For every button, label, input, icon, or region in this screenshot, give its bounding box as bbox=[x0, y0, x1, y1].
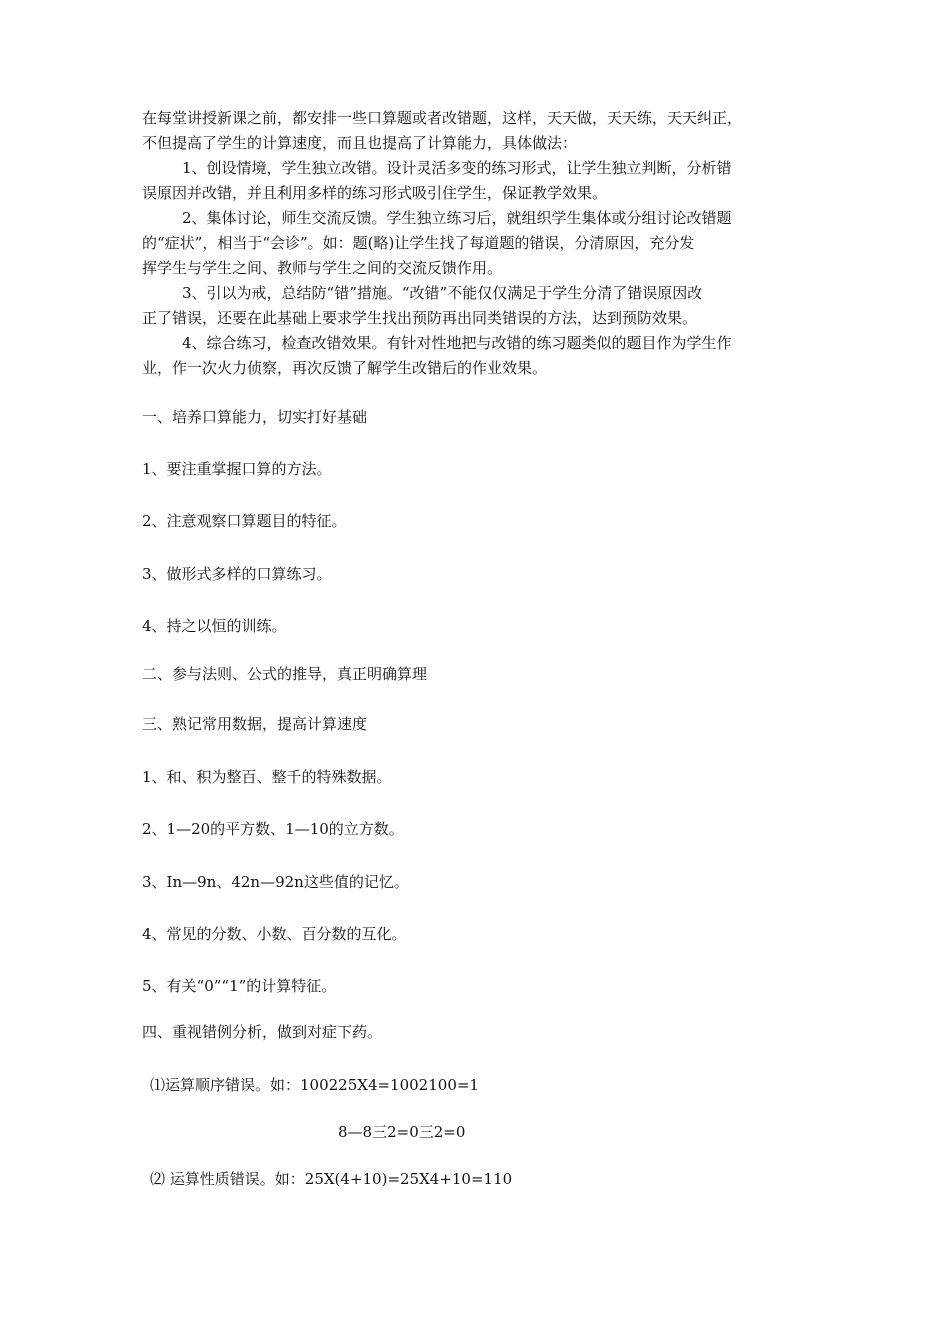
section-4-item-1: ⑴运算顺序错误。如：100225X4=1002100=1 bbox=[150, 1076, 479, 1094]
intro-line-1: 在每堂讲授新课之前，都安排一些口算题或者改错题，这样，天天做，天天练，天天纠正， bbox=[142, 109, 743, 127]
section-3-item-5: 5、有关“0”“1”的计算特征。 bbox=[142, 977, 337, 995]
method-3-line-2: 正了错误，还要在此基础上要求学生找出预防再出同类错误的方法，达到预防效果。 bbox=[142, 309, 698, 327]
method-4-line-2: 业，作一次火力侦察，再次反馈了解学生改错后的作业效果。 bbox=[142, 359, 548, 377]
method-3-line-1: 3、引以为戒，总结防“错”措施。“改错”不能仅仅满足于学生分清了错误原因改 bbox=[182, 284, 703, 302]
section-1-item-3: 3、做形式多样的口算练习。 bbox=[142, 565, 332, 583]
method-2-line-1: 2、集体讨论，师生交流反馈。学生独立练习后，就组织学生集体或分组讨论改错题 bbox=[182, 209, 732, 227]
method-2-line-2: 的“症状”，相当于“会诊”。如：题(略)让学生找了每道题的错误，分清原因，充分发 bbox=[142, 234, 695, 252]
section-3-heading: 三、熟记常用数据，提高计算速度 bbox=[142, 715, 368, 733]
section-4-equation: 8—8三2=0三2=0 bbox=[338, 1123, 466, 1141]
method-1-line-2: 误原因并改错，并且利用多样的练习形式吸引住学生，保证教学效果。 bbox=[142, 184, 608, 202]
method-4-line-1: 4、综合练习，检查改错效果。有针对性地把与改错的练习题类似的题目作为学生作 bbox=[182, 334, 732, 352]
section-3-item-2: 2、1—20的平方数、1—10的立方数。 bbox=[142, 820, 404, 838]
section-1-item-4: 4、持之以恒的训练。 bbox=[142, 617, 287, 635]
section-4-heading: 四、重视错例分析，做到对症下药。 bbox=[142, 1023, 383, 1041]
section-3-item-1: 1、和、积为整百、整千的特殊数据。 bbox=[142, 768, 392, 786]
section-3-item-4: 4、常见的分数、小数、百分数的互化。 bbox=[142, 925, 407, 943]
section-2-heading: 二、参与法则、公式的推导，真正明确算理 bbox=[142, 665, 428, 683]
method-2-line-3: 挥学生与学生之间、教师与学生之间的交流反馈作用。 bbox=[142, 259, 503, 277]
section-4-item-2: ⑵ 运算性质错误。如：25X(4+10)=25X4+10=110 bbox=[150, 1170, 513, 1188]
section-1-item-1: 1、要注重掌握口算的方法。 bbox=[142, 460, 332, 478]
section-1-heading: 一、培养口算能力，切实打好基础 bbox=[142, 408, 368, 426]
method-1-line-1: 1、创设情境，学生独立改错。设计灵活多变的练习形式，让学生独立判断，分析错 bbox=[182, 159, 732, 177]
intro-line-2: 不但提高了学生的计算速度，而且也提高了计算能力，具体做法： bbox=[142, 134, 578, 152]
section-3-item-3: 3、In—9n、42n—92n这些值的记忆。 bbox=[142, 873, 409, 891]
section-1-item-2: 2、注意观察口算题目的特征。 bbox=[142, 512, 347, 530]
